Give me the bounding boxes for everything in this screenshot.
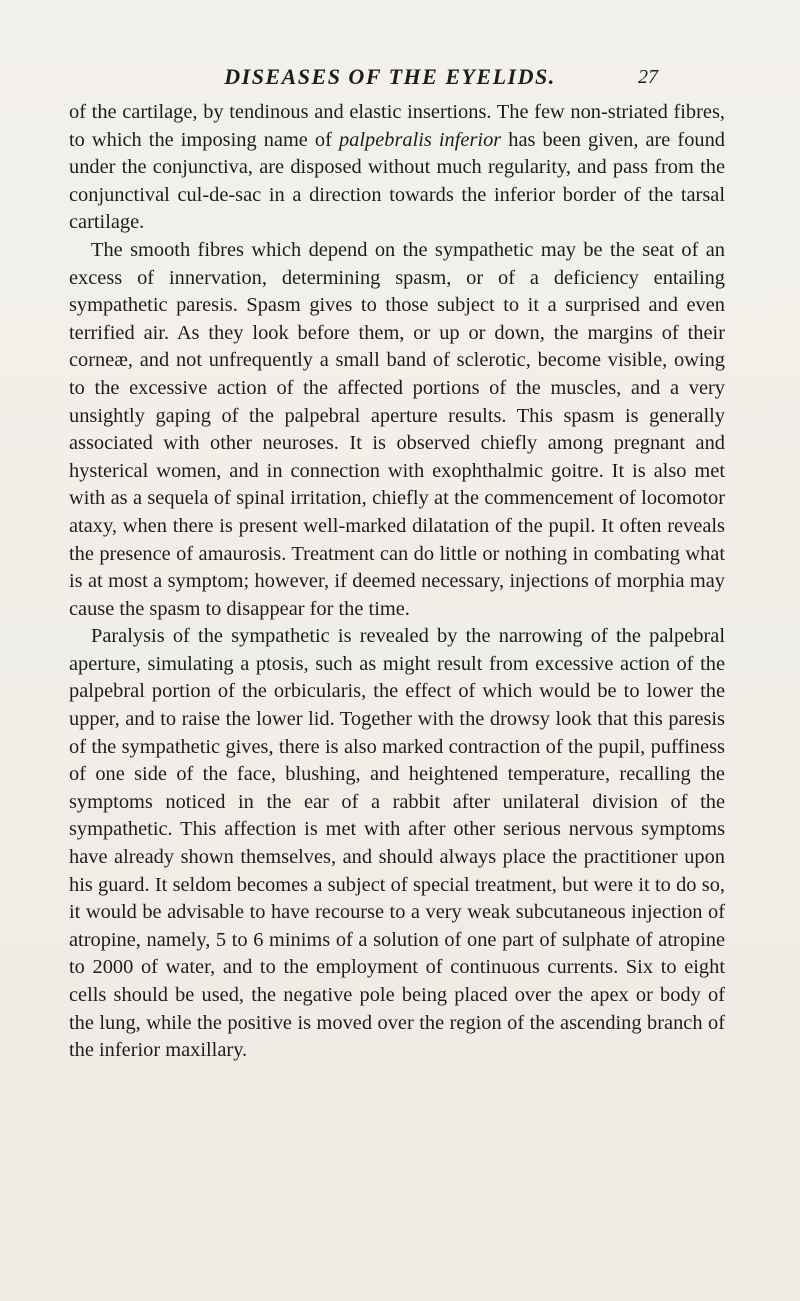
- running-head-title: DISEASES OF THE EYELIDS.: [224, 64, 556, 89]
- running-head: [0, 62, 800, 92]
- body-text: [69, 99, 725, 1065]
- paragraph-text: has been given, are found under the conjunctiva, are disposed without much regularity, and pass from the conjunctival cul-de-sac in a direction towards the inferior border of the tarsal cartilage.: [69, 128, 725, 234]
- paragraph-continuation: [69, 99, 725, 237]
- page-number: 27: [638, 66, 658, 88]
- paragraph-text: of the cartilage, by tendinous and elastic insertions. The few non-striated fibres, to which the imposing name of: [69, 101, 725, 151]
- paragraph-paralysis: Paralysis of the sympathetic is revealed by the narrowing of the palpebral aperture, simulating a ptosis, such as might result from excessive action of the palpebral portion of the orbicularis, the effect of which would be to lower the upper, and to raise the lower lid. Together with the drowsy look that this paresis of the sympathetic gives, there is also marked contraction of the pupil, puffiness of one side of the face, blushing, and heightened temperature, recalling the symptoms noticed in the ear of a rabbit after unilateral division of the sympathetic. This affection is met with after other serious nervous symptoms have already shown themselves, and should always place the practitioner upon his guard. It seldom becomes a subject of special treatment, but were it to do so, it would be advisable to have recourse to a very weak subcutaneous injection of atropine, namely, 5 to 6 minims of a solution of one part of sulphate of atropine to 2000 of water, and to the employment of continuous currents. Six to eight cells should be used, the negative pole being placed over the apex or body of the lung, while the positive is moved over the region of the ascending branch of the inferior maxillary.: [69, 625, 725, 1062]
- paragraph-spasm: The smooth fibres which depend on the sympathetic may be the seat of an excess of innervation, determining spasm, or of a deficiency entailing sympathetic paresis. Spasm gives to those subject to it a surprised and even terrified air. As they look before them, or up or down, the margins of their corneæ, and not unfrequently a small band of sclerotic, become visible, owing to the excessive action of the affected portions of the muscles, and a very unsightly gaping of the palpebral aperture results. This spasm is generally associated with other neuroses. It is observed chiefly among pregnant and hysterical women, and in connection with exophthalmic goitre. It is also met with as a sequela of spinal irritation, chiefly at the commencement of locomotor ataxy, when there is present well-marked dilatation of the pupil. It often reveals the presence of amaurosis. Treatment can do little or nothing in combating what is at most a symptom; however, if deemed necessary, injections of morphia may cause the spasm to disappear for the time.: [69, 238, 725, 620]
- italic-term: palpebralis inferior: [338, 128, 502, 151]
